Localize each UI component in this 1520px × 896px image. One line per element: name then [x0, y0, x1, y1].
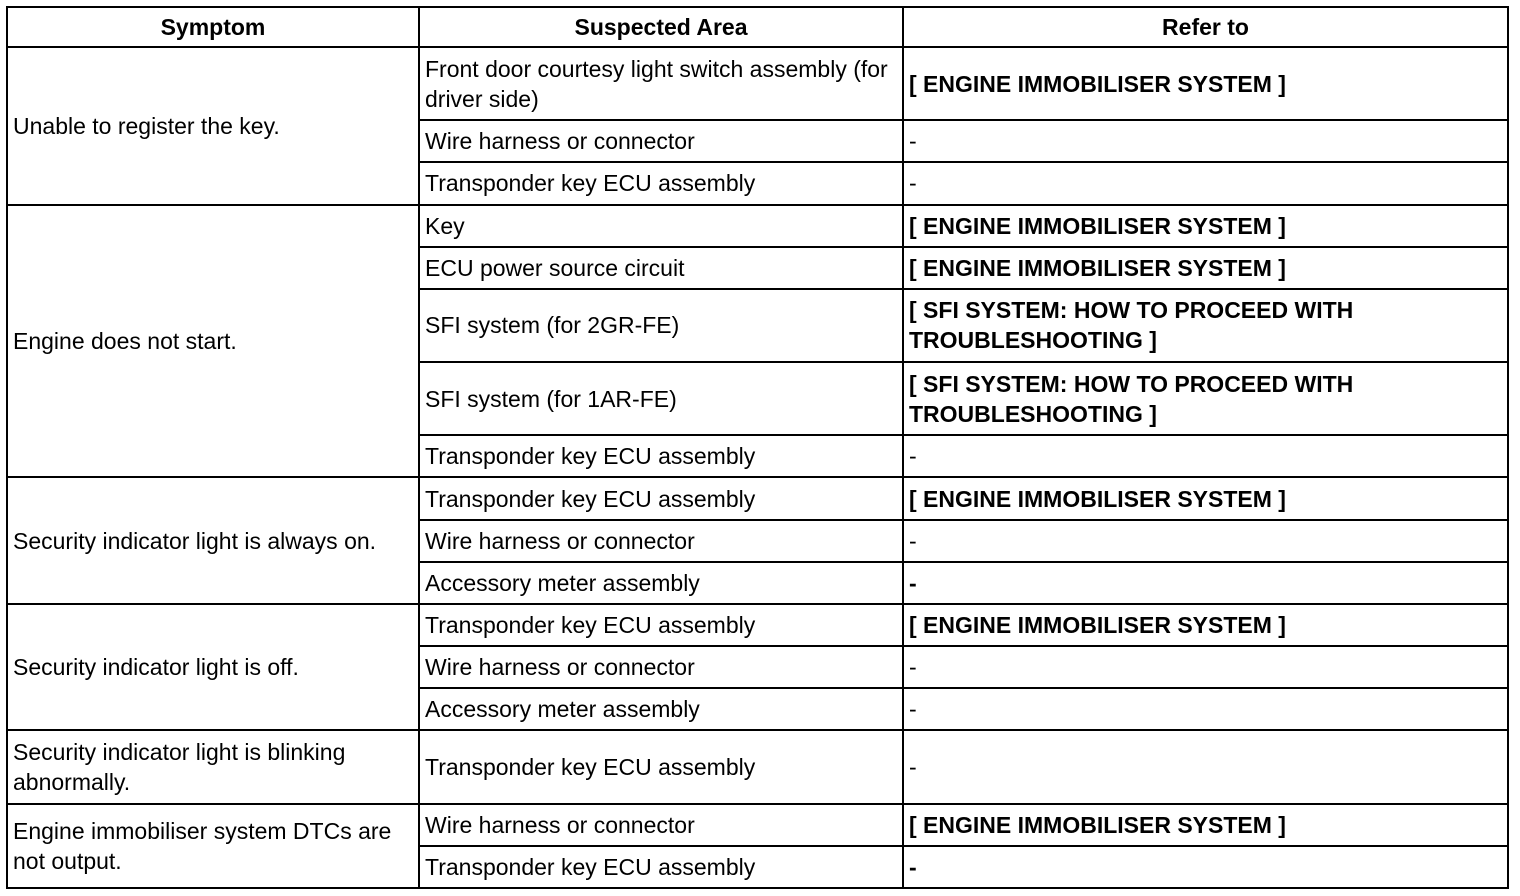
- refer-cell: -: [903, 162, 1508, 204]
- refer-cell: -: [903, 730, 1508, 803]
- area-cell: ECU power source circuit: [419, 247, 903, 289]
- refer-cell: [ SFI SYSTEM: HOW TO PROCEED WITH TROUBLESHOOTING ]: [903, 289, 1508, 362]
- area-cell: Wire harness or connector: [419, 804, 903, 846]
- area-cell: Transponder key ECU assembly: [419, 604, 903, 646]
- header-suspected-area: Suspected Area: [419, 7, 903, 47]
- header-refer-to: Refer to: [903, 7, 1508, 47]
- area-cell: SFI system (for 1AR-FE): [419, 362, 903, 435]
- refer-cell: [ SFI SYSTEM: HOW TO PROCEED WITH TROUBLESHOOTING ]: [903, 362, 1508, 435]
- area-cell: Wire harness or connector: [419, 646, 903, 688]
- refer-cell: [ ENGINE IMMOBILISER SYSTEM ]: [903, 47, 1508, 120]
- area-cell: Accessory meter assembly: [419, 562, 903, 604]
- header-symptom: Symptom: [7, 7, 419, 47]
- symptom-cell: Security indicator light is always on.: [7, 477, 419, 603]
- refer-cell: -: [903, 846, 1508, 888]
- area-cell: SFI system (for 2GR-FE): [419, 289, 903, 362]
- table-row: [7, 205, 1508, 247]
- area-cell: Transponder key ECU assembly: [419, 846, 903, 888]
- refer-cell: -: [903, 646, 1508, 688]
- area-cell: Transponder key ECU assembly: [419, 730, 903, 803]
- refer-cell: -: [903, 688, 1508, 730]
- area-cell: Key: [419, 205, 903, 247]
- table-row: [7, 730, 1508, 803]
- symptom-cell: Engine immobiliser system DTCs are not output.: [7, 804, 419, 888]
- area-cell: Transponder key ECU assembly: [419, 477, 903, 519]
- refer-cell: -: [903, 562, 1508, 604]
- refer-cell: -: [903, 435, 1508, 477]
- area-cell: Front door courtesy light switch assembly (for driver side): [419, 47, 903, 120]
- symptom-cell: Security indicator light is off.: [7, 604, 419, 730]
- refer-cell: [ ENGINE IMMOBILISER SYSTEM ]: [903, 604, 1508, 646]
- area-cell: Transponder key ECU assembly: [419, 435, 903, 477]
- area-cell: Transponder key ECU assembly: [419, 162, 903, 204]
- area-cell: Wire harness or connector: [419, 120, 903, 162]
- table-row: [7, 47, 1508, 120]
- table-row: [7, 804, 1508, 846]
- symptom-cell: Security indicator light is blinking abnormally.: [7, 730, 419, 803]
- refer-cell: [ ENGINE IMMOBILISER SYSTEM ]: [903, 477, 1508, 519]
- refer-cell: [ ENGINE IMMOBILISER SYSTEM ]: [903, 205, 1508, 247]
- symptom-cell: Engine does not start.: [7, 205, 419, 478]
- refer-cell: [ ENGINE IMMOBILISER SYSTEM ]: [903, 804, 1508, 846]
- area-cell: Wire harness or connector: [419, 520, 903, 562]
- area-cell: Accessory meter assembly: [419, 688, 903, 730]
- table-row: [7, 604, 1508, 646]
- table-row: [7, 477, 1508, 519]
- symptom-cell: Unable to register the key.: [7, 47, 419, 205]
- troubleshooting-table: [6, 6, 1509, 889]
- refer-cell: -: [903, 520, 1508, 562]
- header-row: [7, 7, 1508, 47]
- refer-cell: [ ENGINE IMMOBILISER SYSTEM ]: [903, 247, 1508, 289]
- refer-cell: -: [903, 120, 1508, 162]
